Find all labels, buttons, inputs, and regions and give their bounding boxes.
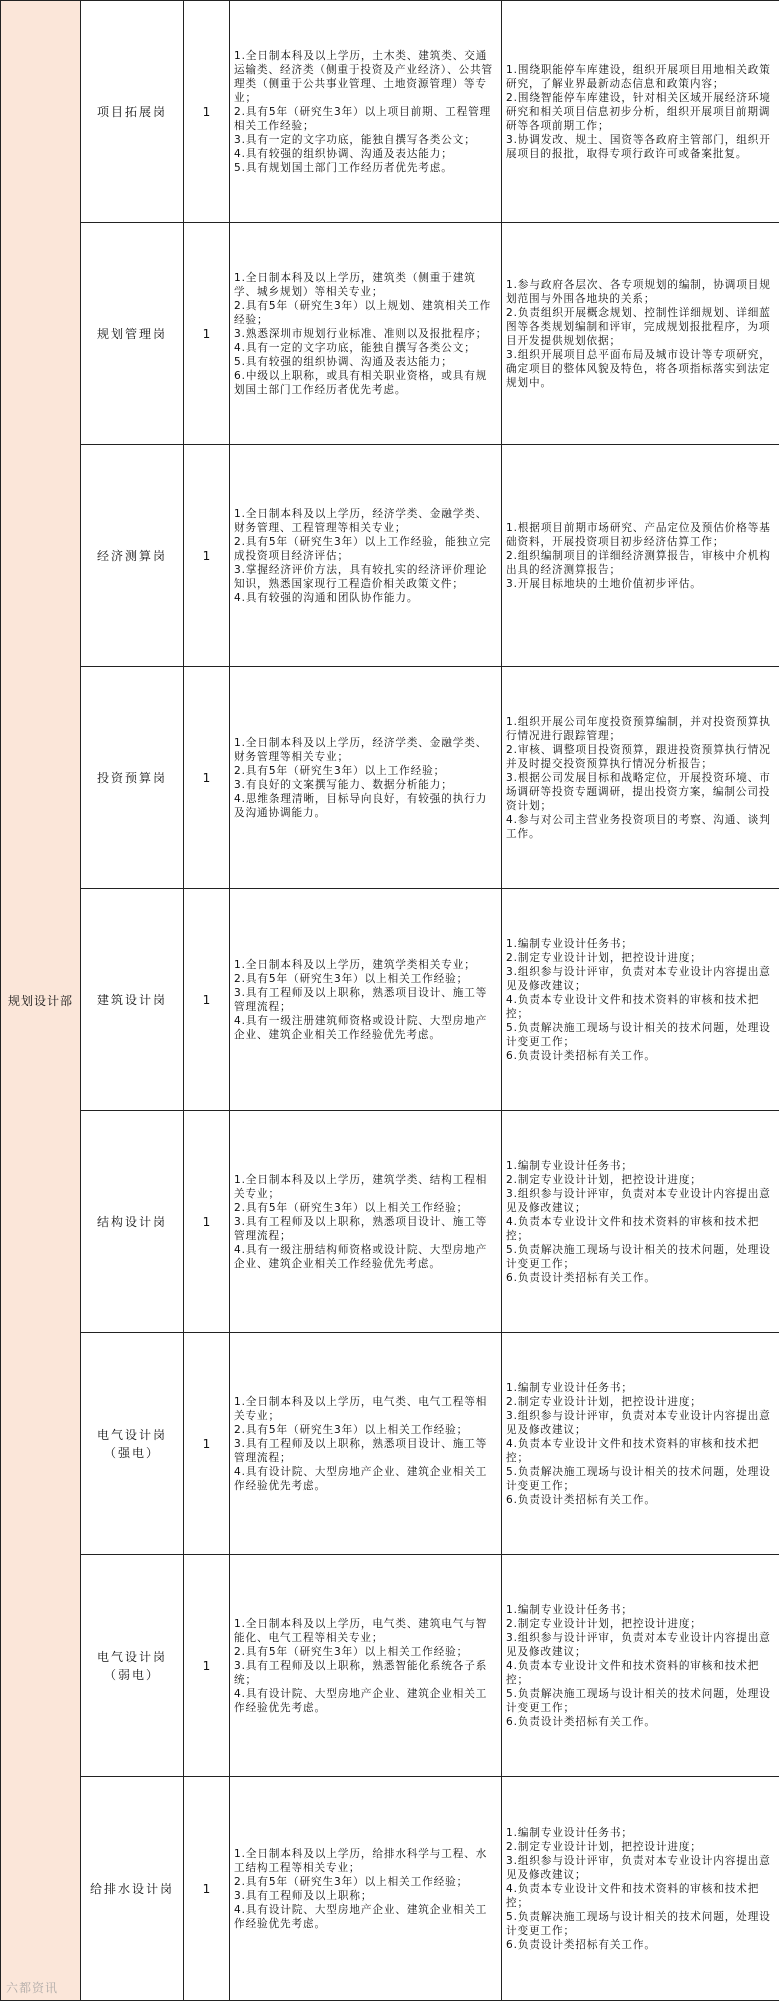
- duty-item: 2.制定专业设计计划，把控设计进度；: [506, 1840, 775, 1854]
- duty-item: 1.根据项目前期市场研究、产品定位及预估价格等基础资料，开展投资项目初步经济估算工作；: [506, 521, 775, 549]
- position-label: 给排水设计岗: [90, 1882, 174, 1896]
- duty-item: 3.协调发改、规土、国资等各政府主管部门，组织开展项目的报批，取得专项行政许可或备案批复。: [506, 133, 775, 161]
- duty-item: 3.组织参与设计评审，负责对本专业设计内容提出意见及修改建议；: [506, 965, 775, 993]
- requirement-item: 5.具有规划国土部门工作经历者优先考虑。: [234, 161, 497, 175]
- duty-item: 1.编制专业设计任务书；: [506, 1159, 775, 1173]
- requirement-item: 2.具有5年（研究生3年）以上相关工作经验；: [234, 1645, 497, 1659]
- duty-item: 1.编制专业设计任务书；: [506, 1826, 775, 1840]
- headcount-cell: 1: [184, 223, 230, 445]
- requirement-item: 2.具有5年（研究生3年）以上相关工作经验；: [234, 1201, 497, 1215]
- requirement-item: 4.思维条理清晰，目标导向良好，有较强的执行力及沟通协调能力。: [234, 792, 497, 820]
- headcount-cell: 1: [184, 1333, 230, 1555]
- requirements-cell: [230, 223, 502, 445]
- duty-item: 4.负责本专业设计文件和技术资料的审核和技术把控；: [506, 1882, 775, 1910]
- requirement-item: 4.具有设计院、大型房地产企业、建筑企业相关工作经验优先考虑。: [234, 1465, 497, 1493]
- headcount-cell: 1: [184, 889, 230, 1111]
- job-table-body: [1, 1, 779, 2001]
- requirement-item: 3.掌握经济评价方法，具有较扎实的经济评价理论知识，熟悉国家现行工程造价相关政策文件；: [234, 563, 497, 591]
- duties-cell: [502, 1333, 779, 1555]
- position-cell: [81, 445, 184, 667]
- duty-item: 2.审核、调整项目投资预算，跟进投资预算执行情况并及时提交投资预算执行情况分析报告；: [506, 743, 775, 771]
- position-label: 经济测算岗: [97, 549, 167, 563]
- position-cell: [81, 1777, 184, 2001]
- duty-item: 2.围绕智能停车库建设，针对相关区域开展经济环境研究和相关项目信息初步分析，组织开展项目前期调研等各项前期工作；: [506, 91, 775, 133]
- requirements-cell: [230, 445, 502, 667]
- duty-item: 2.制定专业设计计划，把控设计进度；: [506, 1617, 775, 1631]
- requirement-item: 3.具有工程师及以上职称，熟悉项目设计、施工等管理流程；: [234, 1437, 497, 1465]
- duty-item: 5.负责解决施工现场与设计相关的技术问题，处理设计变更工作；: [506, 1021, 775, 1049]
- position-cell: [81, 667, 184, 889]
- duty-item: 1.编制专业设计任务书；: [506, 1603, 775, 1617]
- duty-item: 4.负责本专业设计文件和技术资料的审核和技术把控；: [506, 993, 775, 1021]
- requirement-item: 3.具有工程师及以上职称，熟悉项目设计、施工等管理流程；: [234, 1215, 497, 1243]
- duty-item: 3.组织参与设计评审，负责对本专业设计内容提出意见及修改建议；: [506, 1187, 775, 1215]
- requirement-item: 1.全日制本科及以上学历，经济学类、金融学类、财务管理、工程管理等相关专业；: [234, 507, 497, 535]
- position-label-line: （弱电）: [81, 1666, 183, 1684]
- requirement-item: 3.具有工程师及以上职称，熟悉智能化系统各子系统；: [234, 1659, 497, 1687]
- duties-cell: [502, 1555, 779, 1777]
- requirement-item: 4.具有较强的组织协调、沟通及表达能力；: [234, 147, 497, 161]
- duty-item: 4.负责本专业设计文件和技术资料的审核和技术把控；: [506, 1659, 775, 1687]
- duty-item: 3.组织参与设计评审，负责对本专业设计内容提出意见及修改建议；: [506, 1631, 775, 1659]
- requirement-item: 6.中级以上职称，或具有相关职业资格，或具有规划国土部门工作经历者优先考虑。: [234, 369, 497, 397]
- requirement-item: 1.全日制本科及以上学历，建筑类（侧重于建筑学、城乡规划）等相关专业；: [234, 271, 497, 299]
- headcount-cell: 1: [184, 1, 230, 223]
- duty-item: 6.负责设计类招标有关工作。: [506, 1271, 775, 1285]
- duty-item: 5.负责解决施工现场与设计相关的技术问题，处理设计变更工作；: [506, 1243, 775, 1271]
- table-row: [1, 223, 779, 445]
- position-label: 规划管理岗: [97, 327, 167, 341]
- requirement-item: 2.具有5年（研究生3年）以上项目前期、工程管理相关工作经验；: [234, 105, 497, 133]
- duty-item: 3.组织参与设计评审，负责对本专业设计内容提出意见及修改建议；: [506, 1854, 775, 1882]
- duty-item: 3.组织参与设计评审，负责对本专业设计内容提出意见及修改建议；: [506, 1409, 775, 1437]
- position-label-line: 电气设计岗: [81, 1426, 183, 1444]
- requirement-item: 2.具有5年（研究生3年）以上相关工作经验；: [234, 1875, 497, 1889]
- duty-item: 4.负责本专业设计文件和技术资料的审核和技术把控；: [506, 1437, 775, 1465]
- position-cell: [81, 1333, 184, 1555]
- requirements-cell: [230, 1333, 502, 1555]
- duty-item: 3.开展目标地块的土地价值初步评估。: [506, 577, 775, 591]
- requirements-cell: [230, 1777, 502, 2001]
- position-cell: [81, 223, 184, 445]
- duty-item: 2.制定专业设计计划，把控设计进度；: [506, 951, 775, 965]
- duty-item: 1.编制专业设计任务书；: [506, 1381, 775, 1395]
- duty-item: 5.负责解决施工现场与设计相关的技术问题，处理设计变更工作；: [506, 1687, 775, 1715]
- duty-item: 6.负责设计类招标有关工作。: [506, 1938, 775, 1952]
- duties-cell: [502, 1, 779, 223]
- requirement-item: 4.具有较强的沟通和团队协作能力。: [234, 591, 497, 605]
- requirement-item: 4.具有一级注册结构师资格或设计院、大型房地产企业、建筑企业相关工作经验优先考虑。: [234, 1243, 497, 1271]
- requirement-item: 4.具有一定的文字功底，能独自撰写各类公文；: [234, 341, 497, 355]
- table-row: [1, 889, 779, 1111]
- headcount-cell: 1: [184, 1111, 230, 1333]
- requirement-item: 3.具有工程师及以上职称，熟悉项目设计、施工等管理流程；: [234, 986, 497, 1014]
- position-cell: [81, 889, 184, 1111]
- requirement-item: 1.全日制本科及以上学历，经济学类、金融学类、财务管理等相关专业；: [234, 736, 497, 764]
- table-row: [1, 1555, 779, 1777]
- department-cell: [1, 1, 81, 2001]
- duties-cell: [502, 1111, 779, 1333]
- requirement-item: 2.具有5年（研究生3年）以上相关工作经验；: [234, 1423, 497, 1437]
- duty-item: 4.负责本专业设计文件和技术资料的审核和技术把控；: [506, 1215, 775, 1243]
- table-row: [1, 1111, 779, 1333]
- requirement-item: 3.具有一定的文字功底，能独自撰写各类公文；: [234, 133, 497, 147]
- requirements-cell: [230, 667, 502, 889]
- position-label: 投资预算岗: [97, 771, 167, 785]
- position-cell: [81, 1, 184, 223]
- position-label: 项目拓展岗: [97, 105, 167, 119]
- duties-cell: [502, 445, 779, 667]
- requirement-item: 1.全日制本科及以上学历，给排水科学与工程、水工结构工程等相关专业；: [234, 1847, 497, 1875]
- duty-item: 5.负责解决施工现场与设计相关的技术问题，处理设计变更工作；: [506, 1910, 775, 1938]
- duty-item: 2.制定专业设计计划，把控设计进度；: [506, 1395, 775, 1409]
- duties-cell: [502, 667, 779, 889]
- duty-item: 1.参与政府各层次、各专项规划的编制，协调项目规划范围与外围各地块的关系；: [506, 278, 775, 306]
- table-row: [1, 1777, 779, 2001]
- duties-cell: [502, 223, 779, 445]
- headcount-cell: 1: [184, 667, 230, 889]
- requirement-item: 1.全日制本科及以上学历，电气类、建筑电气与智能化、电气工程等相关专业；: [234, 1617, 497, 1645]
- duty-item: 6.负责设计类招标有关工作。: [506, 1715, 775, 1729]
- requirement-item: 2.具有5年（研究生3年）以上规划、建筑相关工作经验；: [234, 299, 497, 327]
- department-label: 规划设计部: [8, 994, 73, 1008]
- headcount-cell: 1: [184, 445, 230, 667]
- duty-item: 3.根据公司发展目标和战略定位，开展投资环境、市场调研等投资专题调研，提出投资方案，编制公司投资计划；: [506, 771, 775, 813]
- table-row: [1, 445, 779, 667]
- requirement-item: 5.具有较强的组织协调、沟通及表达能力；: [234, 355, 497, 369]
- headcount-cell: 1: [184, 1777, 230, 2001]
- requirement-item: 1.全日制本科及以上学历，土木类、建筑类、交通运输类、经济类（侧重于投资及产业经济）、公共管理类（侧重于公共事业管理、土地资源管理）等专业；: [234, 49, 497, 105]
- requirement-item: 1.全日制本科及以上学历，电气类、电气工程等相关专业；: [234, 1395, 497, 1423]
- duty-item: 6.负责设计类招标有关工作。: [506, 1049, 775, 1063]
- requirements-cell: [230, 1111, 502, 1333]
- position-cell: [81, 1555, 184, 1777]
- duty-item: 4.参与对公司主营业务投资项目的考察、沟通、谈判工作。: [506, 813, 775, 841]
- watermark: 六都资讯: [6, 1979, 58, 1996]
- requirement-item: 4.具有设计院、大型房地产企业、建筑企业相关工作经验优先考虑。: [234, 1687, 497, 1715]
- position-label: 结构设计岗: [97, 1215, 167, 1229]
- position-label-line: 电气设计岗: [81, 1648, 183, 1666]
- requirements-cell: [230, 889, 502, 1111]
- requirement-item: 3.具有工程师及以上职称；: [234, 1889, 497, 1903]
- requirement-item: 4.具有一级注册建筑师资格或设计院、大型房地产企业、建筑企业相关工作经验优先考虑。: [234, 1014, 497, 1042]
- duty-item: 2.制定专业设计计划，把控设计进度；: [506, 1173, 775, 1187]
- duties-cell: [502, 1777, 779, 2001]
- requirement-item: 4.具有设计院、大型房地产企业、建筑企业相关工作经验优先考虑。: [234, 1903, 497, 1931]
- position-label-line: （强电）: [81, 1444, 183, 1462]
- requirement-item: 2.具有5年（研究生3年）以上工作经验，能独立完成投资项目经济评估；: [234, 535, 497, 563]
- duty-item: 6.负责设计类招标有关工作。: [506, 1493, 775, 1507]
- requirement-item: 1.全日制本科及以上学历，建筑学类相关专业；: [234, 958, 497, 972]
- duty-item: 1.编制专业设计任务书；: [506, 937, 775, 951]
- duty-item: 1.组织开展公司年度投资预算编制，并对投资预算执行情况进行跟踪管理；: [506, 715, 775, 743]
- requirements-cell: [230, 1, 502, 223]
- requirement-item: 3.熟悉深圳市规划行业标准、准则以及报批程序；: [234, 327, 497, 341]
- position-label: 建筑设计岗: [97, 993, 167, 1007]
- requirement-item: 2.具有5年（研究生3年）以上相关工作经验；: [234, 972, 497, 986]
- duty-item: 2.组织编制项目的详细经济测算报告，审核中介机构出具的经济测算报告；: [506, 549, 775, 577]
- table-row: [1, 1333, 779, 1555]
- position-cell: [81, 1111, 184, 1333]
- headcount-cell: 1: [184, 1555, 230, 1777]
- duty-item: 5.负责解决施工现场与设计相关的技术问题，处理设计变更工作；: [506, 1465, 775, 1493]
- table-row: [1, 667, 779, 889]
- requirement-item: 3.有良好的文案撰写能力、数据分析能力；: [234, 778, 497, 792]
- table-row: [1, 1, 779, 223]
- duties-cell: [502, 889, 779, 1111]
- duty-item: 2.负责组织开展概念规划、控制性详细规划、详细蓝图等各类规划编制和评审，完成规划报批程序，为项目开发提供规划依据；: [506, 306, 775, 348]
- duty-item: 3.组织开展项目总平面布局及城市设计等专项研究，确定项目的整体风貌及特色，将各项指标落实到法定规划中。: [506, 348, 775, 390]
- requirement-item: 2.具有5年（研究生3年）以上工作经验；: [234, 764, 497, 778]
- requirements-cell: [230, 1555, 502, 1777]
- duty-item: 1.围绕职能停车库建设，组织开展项目用地相关政策研究，了解业界最新动态信息和政策内容；: [506, 63, 775, 91]
- requirement-item: 1.全日制本科及以上学历，建筑学类、结构工程相关专业；: [234, 1173, 497, 1201]
